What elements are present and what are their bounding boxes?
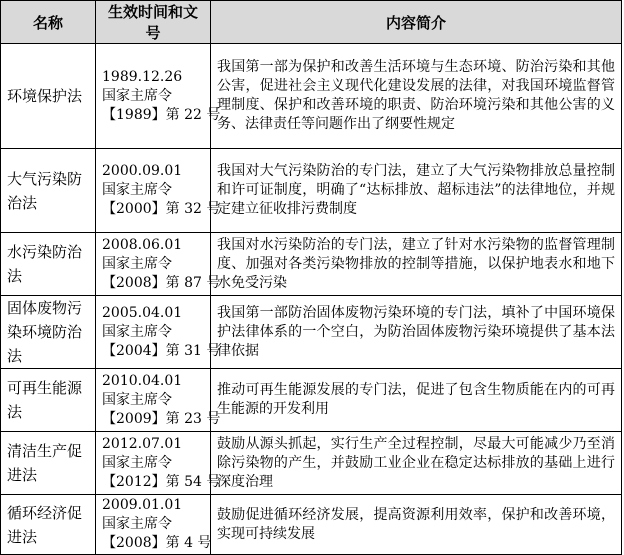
effective-date: 1989.12.26 (102, 68, 183, 85)
table-row (1, 44, 622, 149)
effective-date: 2008.06.01 (102, 236, 183, 253)
document-number: 【2004】第 31 号 (102, 342, 221, 359)
table-row (1, 369, 622, 432)
effective-date: 2012.07.01 (102, 435, 183, 452)
effective-date: 2010.04.01 (102, 372, 183, 389)
law-name: 循环经济促进法 (1, 495, 96, 555)
law-description: 我国第一部防治固体废物污染环境的专门法，填补了中国环境保护法律体系的一个空白，为防治固体废物污染环境提供了基本法律依据 (211, 296, 622, 369)
table-row (1, 149, 622, 233)
law-description: 推动可再生能源发展的专门法，促进了包含生物质能在内的可再生能源的开发利用 (211, 369, 622, 432)
issuer: 国家主席令 (102, 516, 172, 532)
law-name: 水污染防治法 (1, 233, 96, 296)
document-number: 【2008】第 4 号 (102, 535, 212, 551)
document-number: 【2009】第 23 号 (102, 410, 221, 427)
table-header-row (1, 1, 622, 44)
document-number: 【2000】第 32 号 (102, 201, 221, 217)
law-name: 固体废物污染环境防治法 (1, 296, 96, 369)
document-number: 【2012】第 54 号 (102, 473, 221, 490)
law-date-cell (96, 369, 221, 432)
law-description: 鼓励促进循环经济发展，提高资源利用效率，保护和改善环境，实现可持续发展 (211, 495, 622, 555)
law-date-cell (96, 495, 211, 555)
law-description: 我国第一部为保护和改善生活环境与生态环境、防治污染和其他公害，促进社会主义现代化建设发展的法律，对我国环境监督管理制度、保护和改善环境的职责、防治环境污染和其他公害的义务、法律责任等问题作出了纲要性规定 (211, 44, 622, 149)
document-number: 【2008】第 87 号 (102, 274, 221, 291)
law-name: 环境保护法 (1, 44, 96, 149)
law-date-cell (96, 149, 221, 233)
document-number: 【1989】第 22 号 (102, 106, 221, 123)
law-date-cell (96, 296, 221, 369)
header-desc: 内容简介 (211, 1, 622, 44)
header-date: 生效时间和文号 (96, 1, 211, 44)
effective-date: 2000.09.01 (102, 163, 183, 179)
issuer: 国家主席令 (102, 255, 172, 272)
issuer: 国家主席令 (102, 87, 172, 104)
law-description: 我国对水污染防治的专门法，建立了针对水污染物的监督管理制度、加强对各类污染物排放的控制等措施，以保护地表水和地下水免受污染 (211, 233, 622, 296)
issuer: 国家主席令 (102, 323, 172, 340)
issuer: 国家主席令 (102, 454, 172, 471)
law-date-cell (96, 432, 221, 495)
law-description: 我国对大气污染防治的专门法，建立了大气污染物排放总量控制和许可证制度，明确了“达标排放、超标违法”的法律地位，并规定建立征收排污费制度 (211, 149, 622, 233)
law-date-cell (96, 44, 221, 149)
effective-date: 2009.01.01 (102, 497, 183, 513)
law-name: 可再生能源法 (1, 369, 96, 432)
law-description: 鼓励从源头抓起，实行生产全过程控制，尽最大可能减少乃至消除污染物的产生，并鼓励工业企业在稳定达标排放的基础上进行深度治理 (211, 432, 622, 495)
table-row (1, 495, 622, 555)
table-row (1, 233, 622, 296)
table-row (1, 432, 622, 495)
table-row (1, 296, 622, 369)
law-name: 大气污染防治法 (1, 149, 96, 233)
issuer: 国家主席令 (102, 182, 172, 198)
issuer: 国家主席令 (102, 391, 172, 408)
header-name: 名称 (1, 1, 96, 44)
law-date-cell (96, 233, 221, 296)
effective-date: 2005.04.01 (102, 304, 183, 321)
law-name: 清洁生产促进法 (1, 432, 96, 495)
